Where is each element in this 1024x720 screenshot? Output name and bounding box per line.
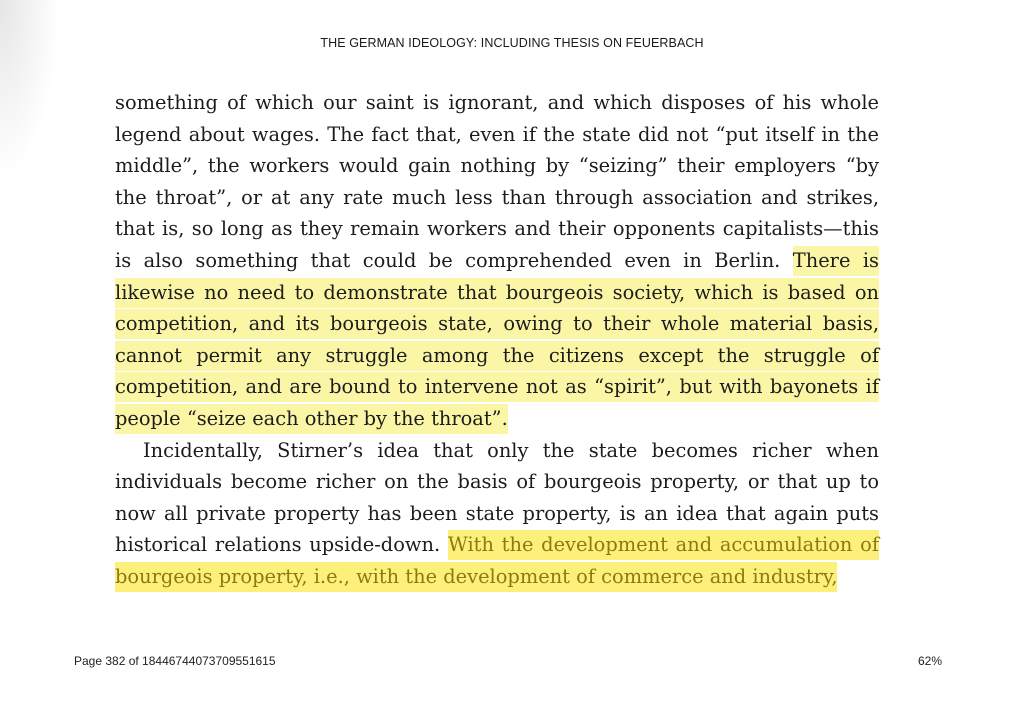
paragraph-2-text[interactable]: Incidentally, Stirner’s idea that only the state becomes richer when individuals become richer on the basis of bourgeois property, or that up to now all private property has been state property, is an idea that again puts historical relations upside-down. <box>115 438 879 557</box>
paragraph-1-text[interactable]: something of which our saint is ignorant, and which disposes of his whole legend about wages. The fact that, even if the state did not “put itself in the middle”, the workers would gain nothing by “seizing” their employers “by the throat”, or at any rate much less than through association and strikes, that is, so long as they remain workers and their opponents capitalists—this is also something that could be comprehended even in Berlin. <box>115 91 879 272</box>
page-indicator: Page 382 of 18446744073709551615 <box>74 654 276 668</box>
page-edge-shadow <box>0 0 60 180</box>
highlight-annotation-1[interactable]: There is likewise no need to demonstrate that bourgeois society, which is based on competition, and its bourgeois state, owing to their whole material basis, cannot permit any struggle among the citizens except the struggle of competition, and are bound to intervene not as “spirit”, but with bayonets if people “seize each other by the throat”. <box>115 246 879 434</box>
book-title-header: THE GERMAN IDEOLOGY: INCLUDING THESIS ON FEUERBACH <box>320 36 704 50</box>
reading-progress-percent: 62% <box>917 654 942 668</box>
paragraph-2[interactable] <box>115 435 879 593</box>
reading-text-area[interactable] <box>115 87 879 593</box>
highlight-annotation-2[interactable]: With the development and accumulation of bourgeois property, i.e., with the development of commerce and industry, <box>115 530 879 592</box>
paragraph-1[interactable] <box>115 87 879 435</box>
